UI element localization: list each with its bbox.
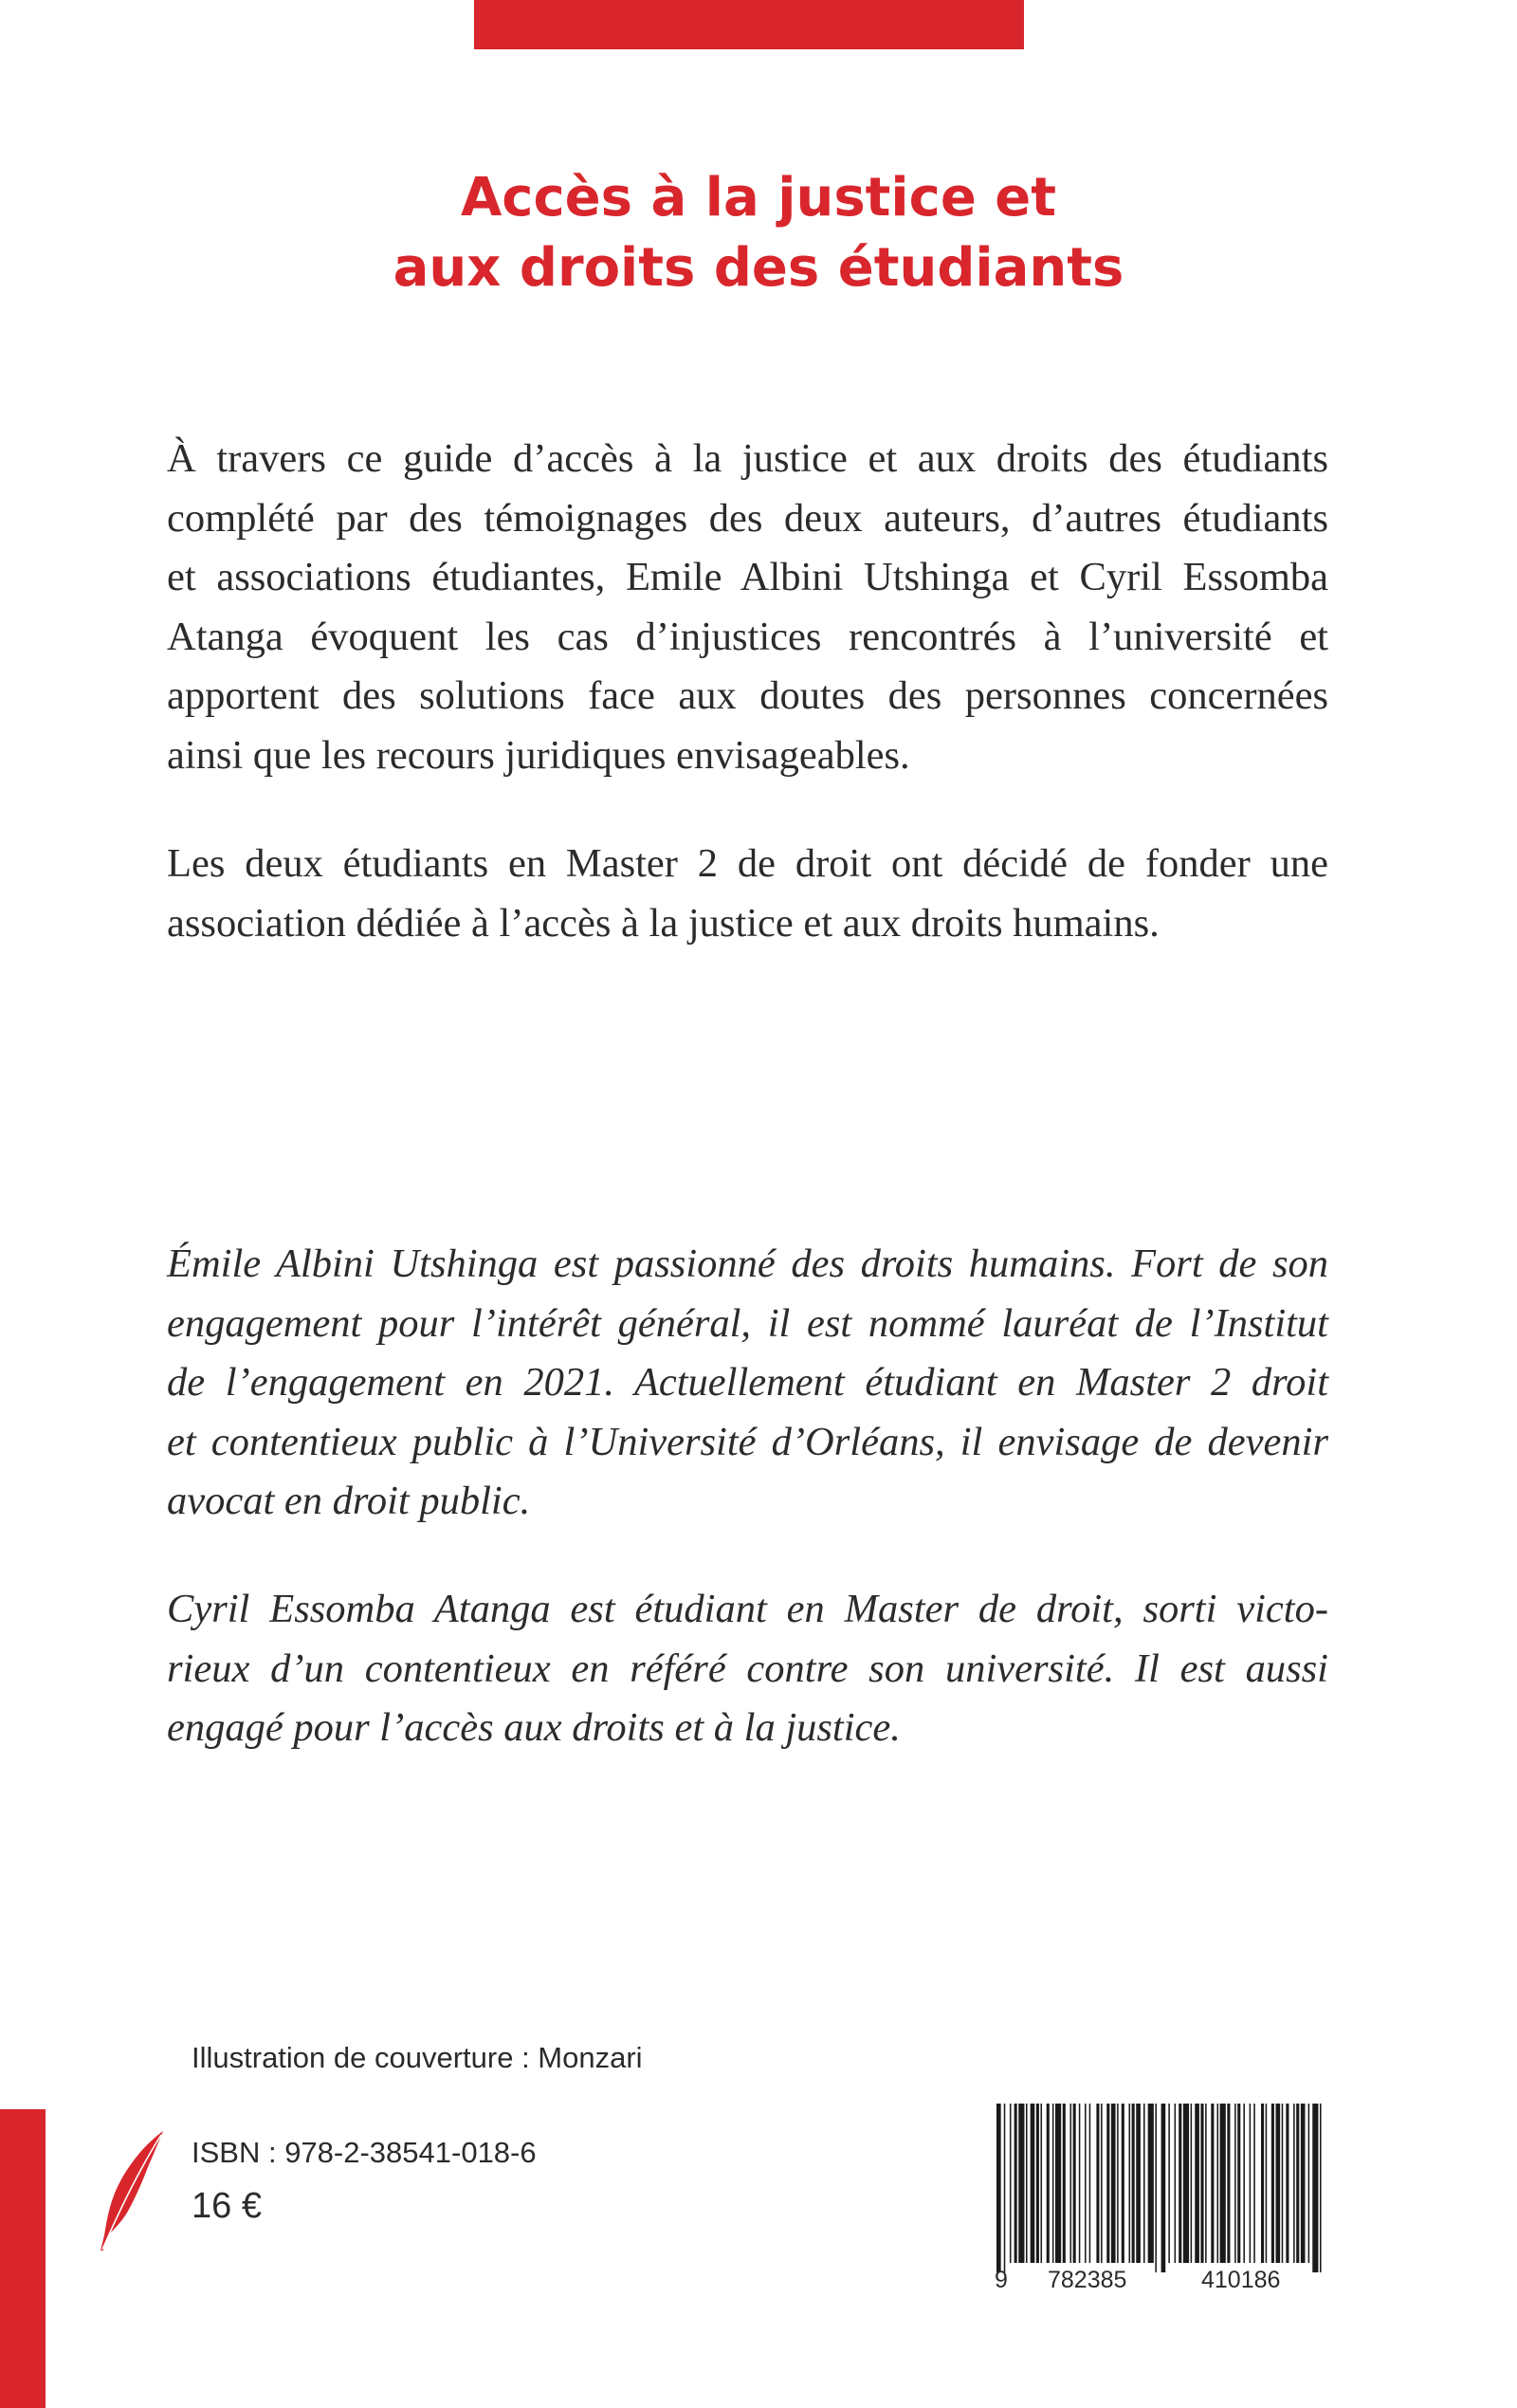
barcode-bar bbox=[1026, 2104, 1028, 2263]
illustration-credit: Illustration de couverture : Monzari bbox=[192, 2041, 643, 2074]
bio-line: et contentieux public à l’Université d’Orléans, il envisage de devenir bbox=[167, 1419, 1328, 1464]
barcode-bars bbox=[993, 2104, 1326, 2272]
barcode-bar bbox=[1031, 2104, 1035, 2263]
barcode-bar bbox=[1191, 2104, 1193, 2263]
barcode-bar bbox=[1129, 2104, 1131, 2263]
barcode-bar bbox=[1010, 2104, 1012, 2263]
barcode-bar bbox=[1175, 2104, 1177, 2263]
barcode-bar bbox=[1148, 2104, 1154, 2263]
barcode-bar bbox=[1096, 2104, 1099, 2263]
bio-line: engagement pour l’intérêt général, il est nommé lauréat de l’Institut bbox=[167, 1300, 1328, 1346]
barcode-bar bbox=[1132, 2104, 1135, 2263]
summary-line: association dédiée à l’accès à la justice et aux droits humains. bbox=[167, 900, 1160, 946]
barcode-bar bbox=[1276, 2104, 1281, 2263]
barcode-left-digits: 782385 bbox=[1048, 2267, 1127, 2293]
barcode-bar bbox=[1004, 2104, 1006, 2272]
summary-line: ainsi que les recours juridiques envisageables. bbox=[167, 732, 910, 778]
barcode-bar bbox=[1063, 2104, 1066, 2263]
barcode-bar bbox=[1237, 2104, 1240, 2263]
barcode-bar bbox=[1293, 2104, 1295, 2263]
barcode-bar bbox=[1036, 2104, 1039, 2263]
summary-paragraph-2 bbox=[167, 835, 1328, 953]
author-bio-cyril bbox=[167, 1580, 1328, 1758]
barcode-bar bbox=[1271, 2104, 1274, 2263]
barcode-bar bbox=[1136, 2104, 1141, 2263]
barcode-bar bbox=[1217, 2104, 1219, 2263]
top-accent-bar bbox=[474, 0, 1024, 49]
barcode-bar bbox=[1205, 2104, 1207, 2263]
summary-line: Les deux étudiants en Master 2 de droit ont décidé de fonder une bbox=[167, 841, 1328, 886]
summary-line: complété par des témoignages des deux auteurs, d’autres étudiants bbox=[167, 495, 1328, 541]
barcode-bar bbox=[1018, 2104, 1024, 2263]
bio-line: engagé pour l’accès aux droits et à la justice. bbox=[167, 1705, 901, 1750]
barcode-bar bbox=[1101, 2104, 1103, 2263]
barcode-bar bbox=[1195, 2104, 1199, 2263]
barcode-bar bbox=[1089, 2104, 1091, 2263]
barcode-bar bbox=[1253, 2104, 1255, 2263]
barcode-bar bbox=[1261, 2104, 1264, 2263]
summary-line: À travers ce guide d’accès à la justice et aux droits des étudiants bbox=[167, 436, 1328, 481]
barcode-bar bbox=[996, 2104, 1001, 2272]
barcode-bar bbox=[1243, 2104, 1245, 2263]
barcode-bar bbox=[1234, 2104, 1236, 2263]
barcode-bar bbox=[1179, 2104, 1181, 2263]
bio-line: Cyril Essomba Atanga est étudiant en Master de droit, sorti victo- bbox=[167, 1587, 1328, 1631]
barcode-bar bbox=[1111, 2104, 1116, 2263]
barcode-bar bbox=[1227, 2104, 1230, 2263]
summary-line: et associations étudiantes, Emile Albini Utshinga et Cyril Essomba bbox=[167, 555, 1328, 599]
barcode bbox=[993, 2104, 1326, 2293]
barcode-bar bbox=[1085, 2104, 1087, 2263]
feather-icon bbox=[93, 2129, 169, 2252]
summary-line: apportent des solutions face aux doutes des personnes concernées bbox=[167, 673, 1328, 718]
barcode-bar bbox=[1070, 2104, 1072, 2263]
barcode-bar bbox=[1266, 2104, 1268, 2263]
barcode-bar bbox=[1047, 2104, 1050, 2263]
bio-line: avocat en droit public. bbox=[167, 1479, 531, 1523]
barcode-bar bbox=[1014, 2104, 1017, 2263]
book-title-line-1: Accès à la justice et bbox=[460, 167, 1057, 229]
author-bio-emile bbox=[167, 1235, 1328, 1532]
barcode-bar bbox=[1073, 2104, 1076, 2263]
barcode-bar bbox=[1079, 2104, 1081, 2263]
barcode-bar bbox=[1308, 2104, 1310, 2263]
barcode-bar bbox=[1312, 2104, 1318, 2272]
isbn: ISBN : 978-2-38541-018-6 bbox=[192, 2136, 537, 2169]
barcode-bar bbox=[1117, 2104, 1119, 2263]
barcode-bar bbox=[1250, 2104, 1252, 2263]
barcode-bar bbox=[1143, 2104, 1145, 2263]
barcode-bar bbox=[1041, 2104, 1043, 2263]
barcode-bar bbox=[1320, 2104, 1322, 2272]
barcode-bar bbox=[1200, 2104, 1203, 2263]
barcode-bar bbox=[1220, 2104, 1226, 2263]
barcode-bar bbox=[1122, 2104, 1124, 2263]
barcode-bar bbox=[1106, 2104, 1109, 2263]
barcode-bar bbox=[1055, 2104, 1061, 2263]
barcode-lead-digit: 9 bbox=[995, 2267, 1008, 2293]
summary-paragraph-1 bbox=[167, 430, 1328, 785]
bio-line: rieux d’un contentieux en référé contre son université. Il est aussi bbox=[167, 1645, 1328, 1691]
left-accent-bar bbox=[0, 2109, 46, 2408]
barcode-bar bbox=[1052, 2104, 1054, 2263]
bio-line: de l’engagement en 2021. Actuellement étudiant en Master 2 droit bbox=[167, 1360, 1328, 1405]
price: 16 € bbox=[192, 2186, 262, 2226]
book-title bbox=[0, 163, 1517, 303]
barcode-bar bbox=[1286, 2104, 1289, 2263]
barcode-bar bbox=[1301, 2104, 1306, 2263]
barcode-right-digits: 410186 bbox=[1201, 2267, 1281, 2293]
barcode-bar bbox=[1183, 2104, 1189, 2263]
bio-line: Émile Albini Utshinga est passionné des droits humains. Fort de son bbox=[167, 1241, 1328, 1286]
barcode-bar bbox=[1168, 2104, 1170, 2263]
book-title-line-2: aux droits des étudiants bbox=[393, 237, 1124, 299]
barcode-bar bbox=[1155, 2104, 1157, 2272]
barcode-bar bbox=[1161, 2104, 1166, 2272]
barcode-bar bbox=[1296, 2104, 1299, 2263]
barcode-bar bbox=[1211, 2104, 1214, 2263]
barcode-bar bbox=[1282, 2104, 1284, 2263]
summary-line: Atanga évoquent les cas d’injustices rencontrés à l’université et bbox=[167, 614, 1328, 659]
